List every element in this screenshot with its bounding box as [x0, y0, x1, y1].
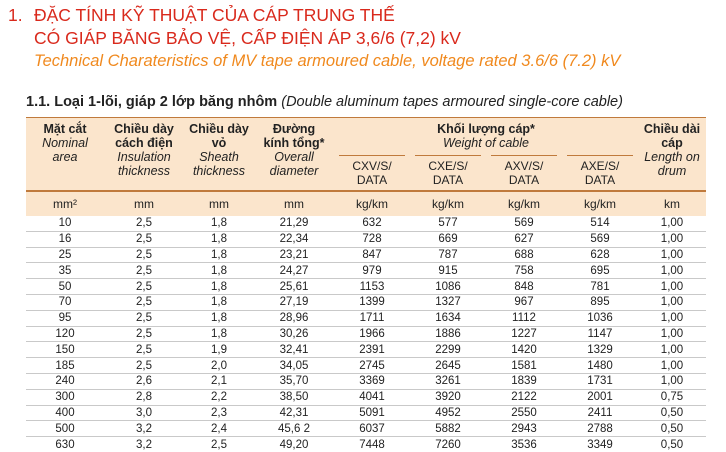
table-cell: 2,5 [104, 358, 184, 374]
table-cell: 758 [486, 263, 562, 279]
table-cell: 915 [410, 263, 486, 279]
table-cell: 1,00 [638, 294, 706, 310]
heading-number: 1. [8, 5, 23, 25]
table-row [26, 279, 706, 295]
table-cell: 49,20 [279, 438, 309, 451]
table-cell: 632 [334, 216, 410, 231]
unit-sheath: mm [184, 192, 254, 216]
spec-table [26, 118, 706, 452]
table-cell: 2645 [410, 358, 486, 374]
table-cell: 3,2 [104, 421, 184, 437]
table-row [26, 247, 706, 263]
table-cell: 1,00 [638, 310, 706, 326]
table-cell: 0,50 [660, 438, 684, 451]
unit-diameter: mm [254, 192, 334, 216]
table-cell: 5091 [334, 405, 410, 421]
col-header-cxv: CXV/S/ DATA [334, 151, 410, 190]
col-header-length: Chiều dài cáp Length on drum [638, 118, 706, 190]
table-cell: 2299 [410, 342, 486, 358]
table-cell: 1,00 [638, 342, 706, 358]
table-cell: 4952 [410, 405, 486, 421]
table-cell: 34,05 [254, 358, 334, 374]
table-cell: 1329 [562, 342, 638, 358]
table-cell: 781 [562, 279, 638, 295]
table-cell: 0,50 [638, 421, 706, 437]
table-cell: 2,1 [184, 373, 254, 389]
table-cell: 50 [26, 279, 104, 295]
table-cell: 2,5 [104, 263, 184, 279]
table-cell: 2,8 [104, 389, 184, 405]
col-header-area: Mặt cắt Nominal area [26, 118, 104, 190]
table-cell: 2001 [562, 389, 638, 405]
table-cell: 2,6 [104, 373, 184, 389]
col-header-weight: Khối lượng cáp* Weight of cable [334, 118, 638, 151]
table-cell: 1,8 [184, 263, 254, 279]
heading [8, 4, 620, 72]
table-cell: 25 [26, 247, 104, 263]
table-cell: 27,19 [254, 294, 334, 310]
table-cell: 4041 [334, 389, 410, 405]
table-cell: 630 [55, 438, 75, 451]
table-cell: 2,5 [104, 326, 184, 342]
unit-weight-axv: kg/km [486, 192, 562, 216]
table-row [26, 294, 706, 310]
table-cell: 7448 [359, 438, 385, 451]
table-cell: 2,5 [104, 216, 184, 231]
table-cell: 24,27 [254, 263, 334, 279]
table-cell: 787 [410, 247, 486, 263]
col-header-diameter: Đường kính tổng* Overall diameter [254, 118, 334, 190]
table-cell: 2550 [486, 405, 562, 421]
table-cell: 3,2 [136, 438, 152, 451]
table-cell: 669 [410, 231, 486, 247]
table-cell: 120 [26, 326, 104, 342]
table-cell: 1,8 [184, 231, 254, 247]
table-cell: 1227 [486, 326, 562, 342]
table-cell: 7260 [435, 438, 461, 451]
table-cell: 2,5 [104, 279, 184, 295]
table-cell: 577 [410, 216, 486, 231]
table-row [26, 231, 706, 247]
table-row [26, 421, 706, 437]
table-cell: 2411 [562, 405, 638, 421]
table-cell: 847 [334, 247, 410, 263]
table-cell: 42,31 [254, 405, 334, 421]
table-cell: 5882 [410, 421, 486, 437]
table-cell: 728 [334, 231, 410, 247]
col-header-insulation: Chiều dày cách điện Insulation thickness [104, 118, 184, 190]
table-cell: 1,00 [638, 231, 706, 247]
table-cell: 10 [26, 216, 104, 231]
table-row [26, 310, 706, 326]
table-cell: 21,29 [254, 216, 334, 231]
table-cell: 895 [562, 294, 638, 310]
table-cell: 1886 [410, 326, 486, 342]
table-cell: 3369 [334, 373, 410, 389]
table-row [26, 342, 706, 358]
table-cell: 400 [26, 405, 104, 421]
table-cell: 627 [486, 231, 562, 247]
table-cell: 185 [26, 358, 104, 374]
heading-title-vi-1: ĐẶC TÍNH KỸ THUẬT CỦA CÁP TRUNG THẾ [34, 5, 395, 25]
table-cell: 628 [562, 247, 638, 263]
col-header-axe: AXE/S/ DATA [562, 151, 638, 190]
table-cell: 2,5 [104, 231, 184, 247]
table-cell: 2,5 [104, 247, 184, 263]
table-cell: 3536 [511, 438, 537, 451]
col-header-sheath: Chiều dày vỏ Sheath thickness [184, 118, 254, 190]
table-cell: 848 [486, 279, 562, 295]
table-cell: 1,00 [638, 263, 706, 279]
table-cell: 70 [26, 294, 104, 310]
heading-line1 [8, 4, 620, 27]
table-cell: 2943 [486, 421, 562, 437]
table-row [26, 373, 706, 389]
table-cell: 688 [486, 247, 562, 263]
table-cell: 23,21 [254, 247, 334, 263]
table-cell: 240 [26, 373, 104, 389]
table-cell: 38,50 [254, 389, 334, 405]
table-cell: 2,2 [184, 389, 254, 405]
table-cell: 1,00 [638, 373, 706, 389]
table-cell: 1,00 [638, 247, 706, 263]
table-cell: 2745 [334, 358, 410, 374]
table-cell: 1581 [486, 358, 562, 374]
table-cell: 2,4 [184, 421, 254, 437]
table-cell: 45,6 2 [254, 421, 334, 437]
table-cell: 1711 [334, 310, 410, 326]
section-title-vi: 1.1. Loại 1-lõi, giáp 2 lớp băng nhôm [26, 94, 278, 110]
section-title [26, 94, 623, 110]
table-cell: 2,3 [184, 405, 254, 421]
table-row [26, 405, 706, 421]
table-cell: 3920 [410, 389, 486, 405]
table-cell: 1,00 [638, 216, 706, 231]
table-cell: 1153 [334, 279, 410, 295]
table-cell: 569 [562, 231, 638, 247]
table-cell: 1,00 [638, 279, 706, 295]
table-cell: 2,0 [184, 358, 254, 374]
heading-title-en: Technical Charateristics of MV tape armoured cable, voltage rated 3.6/6 (7.2) kV [34, 52, 621, 70]
table-cell: 1,8 [184, 279, 254, 295]
unit-area: mm² [26, 192, 104, 216]
table-cell: 0,50 [638, 405, 706, 421]
table-row [26, 437, 706, 452]
unit-insulation: mm [104, 192, 184, 216]
table-cell: 1731 [562, 373, 638, 389]
table-row [26, 326, 706, 342]
spec-table-wrapper [26, 118, 706, 452]
table-cell: 1839 [486, 373, 562, 389]
table-cell: 1,8 [184, 326, 254, 342]
table-cell: 0,75 [638, 389, 706, 405]
table-cell: 32,41 [254, 342, 334, 358]
table-cell: 514 [562, 216, 638, 231]
table-cell: 500 [26, 421, 104, 437]
table-cell: 2391 [334, 342, 410, 358]
table-cell: 2788 [562, 421, 638, 437]
table-cell: 1,8 [184, 310, 254, 326]
table-cell: 3349 [587, 438, 613, 451]
col-header-cxe: CXE/S/ DATA [410, 151, 486, 190]
table-cell: 35 [26, 263, 104, 279]
table-cell: 95 [26, 310, 104, 326]
heading-title-vi-2: CÓ GIÁP BĂNG BẢO VỆ, CẤP ĐIỆN ÁP 3,6/6 (7,2) kV [34, 28, 461, 48]
table-cell: 35,70 [254, 373, 334, 389]
table-cell: 3261 [410, 373, 486, 389]
unit-weight-axe: kg/km [562, 192, 638, 216]
table-cell: 1147 [562, 326, 638, 342]
table-cell: 979 [334, 263, 410, 279]
table-row [26, 263, 706, 279]
table-cell: 1112 [486, 310, 562, 326]
col-header-axv: AXV/S/ DATA [486, 151, 562, 190]
table-cell: 1036 [562, 310, 638, 326]
table-cell: 1480 [562, 358, 638, 374]
table-cell: 2,5 [104, 310, 184, 326]
table-cell: 1634 [410, 310, 486, 326]
unit-weight-cxe: kg/km [410, 192, 486, 216]
table-cell: 1,8 [184, 247, 254, 263]
table-cell: 28,96 [254, 310, 334, 326]
table-cell: 1,00 [638, 358, 706, 374]
table-body [26, 216, 706, 452]
table-cell: 1420 [486, 342, 562, 358]
table-cell: 1,9 [184, 342, 254, 358]
table-cell: 22,34 [254, 231, 334, 247]
table-cell: 150 [26, 342, 104, 358]
table-cell: 30,26 [254, 326, 334, 342]
table-cell: 1086 [410, 279, 486, 295]
section-title-en: (Double aluminum tapes armoured single-core cable) [281, 94, 623, 110]
table-cell: 1327 [410, 294, 486, 310]
table-cell: 1966 [334, 326, 410, 342]
table-cell: 1,8 [184, 294, 254, 310]
table-cell: 569 [486, 216, 562, 231]
table-cell: 2,5 [211, 438, 227, 451]
table-cell: 16 [26, 231, 104, 247]
table-cell: 3,0 [104, 405, 184, 421]
table-cell: 2122 [486, 389, 562, 405]
unit-weight-cxv: kg/km [334, 192, 410, 216]
table-cell: 300 [26, 389, 104, 405]
unit-length: km [638, 192, 706, 216]
table-cell: 25,61 [254, 279, 334, 295]
table-cell: 695 [562, 263, 638, 279]
table-cell: 1,00 [638, 326, 706, 342]
table-cell: 1399 [334, 294, 410, 310]
table-cell: 967 [486, 294, 562, 310]
table-cell: 1,8 [184, 216, 254, 231]
table-row [26, 358, 706, 374]
table-cell: 2,5 [104, 294, 184, 310]
table-cell: 6037 [334, 421, 410, 437]
table-row [26, 216, 706, 231]
table-cell: 2,5 [104, 342, 184, 358]
table-row [26, 389, 706, 405]
